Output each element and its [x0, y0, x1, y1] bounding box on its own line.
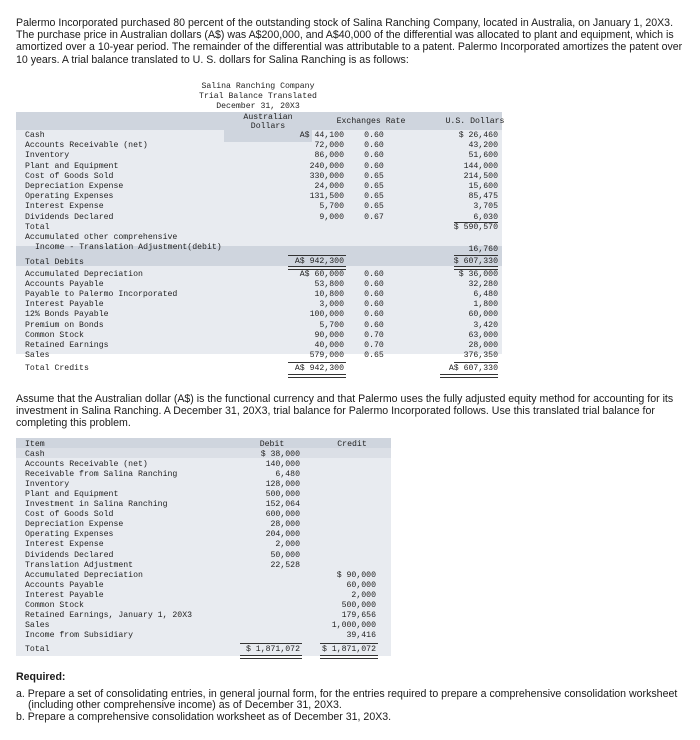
tb2-row-label: Dividends Declared [25, 551, 114, 560]
tb1-row-usd: 43,200 [468, 141, 498, 150]
tb2-row-label: Common Stock [25, 601, 84, 610]
tb1-row-usd: 51,600 [468, 151, 498, 160]
required-list [16, 689, 686, 723]
tb1-row-usd: 6,030 [473, 213, 498, 222]
tb1-row-rate: 0.60 [364, 310, 384, 319]
tb1-row-rate: 0.60 [364, 280, 384, 289]
required-item: a. Prepare a set of consolidating entries, in general journal form, for the entries required to prepare a comprehensive consolidation worksheet (including other comprehensive income) as of December 31, 20X3. [16, 688, 678, 712]
tb2-header-credit: Credit [337, 440, 367, 449]
tb2-row-debit: 152,064 [265, 500, 300, 509]
tb1-row-usd: 376,350 [463, 351, 498, 360]
tb1-row-usd: $ 36,000 [458, 270, 498, 279]
tb1-row-usd: 60,000 [468, 310, 498, 319]
tb2-total-label: Total [25, 645, 50, 654]
tb1-title-line: Salina Ranching Company [201, 82, 315, 91]
tb1-row-aud: 240,000 [309, 162, 344, 171]
tb1-row-rate: 0.60 [364, 290, 384, 299]
tb2-row-credit: 179,656 [341, 611, 376, 620]
tb1-aoci-usd: 16,760 [468, 245, 498, 254]
tb1-row-aud: 40,000 [314, 341, 344, 350]
tb2-row-label: Income from Subsidiary [25, 631, 134, 640]
middle-paragraph: Assume that the Australian dollar (A$) is the functional currency and that Palermo uses the fully adjusted equity method for accounting for its investment in Salina Ranching. A December 31, 20X3, trial balance for Palermo Incorporated follows. Use this translated trial balance for completing this problem. [16, 393, 674, 430]
tb1-row-label: Interest Expense [25, 202, 104, 211]
tb1-row-aud: 5,700 [319, 321, 344, 330]
tb1-aoci-label: Accumulated other comprehensive [25, 233, 178, 242]
tb2-row-label: Receivable from Salina Ranching [25, 470, 178, 479]
tb1-total-credits-usd: A$ 607,330 [448, 364, 498, 373]
tb2-row-label: Sales [25, 621, 50, 630]
tb1-total-label: Total [25, 223, 50, 232]
tb2-row-label: Accounts Receivable (net) [25, 460, 148, 469]
tb2-row-debit: 2,000 [275, 540, 300, 549]
tb1-row-aud: A$ 60,000 [299, 270, 344, 279]
tb1-header-aud: Australian [243, 113, 293, 122]
tb1-row-label: Sales [25, 351, 50, 360]
tb1-row-aud: A$ 44,100 [299, 131, 344, 140]
tb2-row-label: Cost of Goods Sold [25, 510, 114, 519]
tb2-row-credit: 500,000 [341, 601, 376, 610]
tb2-row-label: Plant and Equipment [25, 490, 119, 499]
required-heading: Required: [16, 671, 66, 683]
tb2-row-credit: 1,000,000 [331, 621, 376, 630]
tb1-row-aud: 24,000 [314, 182, 344, 191]
tb1-row-rate: 0.60 [364, 131, 384, 140]
tb1-title-line: December 31, 20X3 [216, 102, 300, 111]
tb2-row-debit: $ 38,000 [260, 450, 300, 459]
tb2-row-debit: 600,000 [265, 510, 300, 519]
tb1-row-aud: 100,000 [309, 310, 344, 319]
tb2-row-label: Translation Adjustment [25, 561, 134, 570]
tb2-row-label: Operating Expenses [25, 530, 114, 539]
tb1-row-label: Cash [25, 131, 45, 140]
tb1-row-rate: 0.65 [364, 192, 384, 201]
tb1-row-aud: 9,000 [319, 213, 344, 222]
tb1-row-aud: 579,000 [309, 351, 344, 360]
tb1-row-aud: 53,800 [314, 280, 344, 289]
tb2-row-label: Interest Expense [25, 540, 104, 549]
tb1-row-aud: 10,800 [314, 290, 344, 299]
tb1-row-label: Retained Earnings [25, 341, 109, 350]
tb2-row-label: Depreciation Expense [25, 520, 124, 529]
tb2-row-label: Accounts Payable [25, 581, 104, 590]
tb1-row-label: Cost of Goods Sold [25, 172, 114, 181]
tb2-row-debit: 128,000 [265, 480, 300, 489]
required-item: b. Prepare a comprehensive consolidation worksheet as of December 31, 20X3. [16, 710, 392, 723]
tb2-header-debit: Debit [259, 440, 285, 449]
tb2-row-label: Accumulated Depreciation [25, 571, 143, 580]
tb1-row-aud: 330,000 [309, 172, 344, 181]
tb1-row-rate: 0.65 [364, 202, 384, 211]
tb2-row-credit: 60,000 [346, 581, 376, 590]
tb1-header-aud: Dollars [250, 122, 286, 131]
tb1-row-aud: 3,000 [319, 300, 344, 309]
tb1-row-rate: 0.65 [364, 351, 384, 360]
tb2-row-debit: 140,000 [265, 460, 300, 469]
tb1-row-label: Accounts Payable [25, 280, 104, 289]
tb1-row-usd: 15,600 [468, 182, 498, 191]
tb1-row-rate: 0.60 [364, 141, 384, 150]
tb1-row-rate: 0.60 [364, 162, 384, 171]
tb1-total-usd: $ 590,570 [453, 223, 498, 232]
tb1-row-usd: 3,420 [473, 321, 498, 330]
tb1-row-rate: 0.67 [364, 213, 384, 222]
tb1-header-rate: Exchanges Rate [336, 117, 406, 126]
tb1-row-label: 12% Bonds Payable [25, 310, 109, 319]
tb1-row-usd: 63,000 [468, 331, 498, 340]
tb2-row-credit: 2,000 [351, 591, 376, 600]
tb1-row-aud: 5,700 [319, 202, 344, 211]
tb1-row-aud: 86,000 [314, 151, 344, 160]
tb1-row-label: Premium on Bonds [25, 321, 104, 330]
tb1-row-label: Inventory [25, 151, 70, 160]
tb1-header-usd: U.S. Dollars [445, 117, 505, 126]
tb1-row-aud: 131,500 [309, 192, 344, 201]
tb1-row-label: Dividends Declared [25, 213, 114, 222]
tb2-row-debit: 6,480 [275, 470, 300, 479]
tb2-row-label: Interest Payable [25, 591, 104, 600]
tb1-row-label: Depreciation Expense [25, 182, 124, 191]
tb1-aoci-label: Income - Translation Adjustment(debit) [35, 243, 222, 252]
tb1-row-rate: 0.65 [364, 182, 384, 191]
tb1-title-line: Trial Balance Translated [199, 92, 317, 101]
tb1-row-rate: 0.60 [364, 270, 384, 279]
tb1-row-usd: 3,705 [473, 202, 498, 211]
tb2-row-credit: 39,416 [346, 631, 376, 640]
tb1-row-label: Common Stock [25, 331, 84, 340]
tb1-row-usd: 6,480 [473, 290, 498, 299]
tb1-total-credits-label: Total Credits [25, 364, 89, 373]
tb2-row-label: Inventory [25, 480, 70, 489]
tb1-row-usd: 144,000 [463, 162, 498, 171]
tb1-total-debits-usd: $ 607,330 [453, 257, 498, 266]
tb1-row-label: Interest Payable [25, 300, 104, 309]
tb1-row-rate: 0.65 [364, 172, 384, 181]
tb2-total-credit: $ 1,871,072 [321, 645, 376, 654]
tb1-row-aud: 90,000 [314, 331, 344, 340]
tb1-row-rate: 0.60 [364, 300, 384, 309]
tb1-row-usd: 85,475 [468, 192, 498, 201]
tb1-row-usd: 1,800 [473, 300, 498, 309]
tb2-header-item: Item [25, 440, 45, 449]
tb1-row-usd: $ 26,460 [458, 131, 498, 140]
tb2-row-debit: 22,528 [270, 561, 300, 570]
tb1-row-rate: 0.60 [364, 321, 384, 330]
tb1-row-label: Operating Expenses [25, 192, 114, 201]
tb2-row-label: Investment in Salina Ranching [25, 500, 168, 509]
tb1-row-aud: 72,000 [314, 141, 344, 150]
tb1-total-debits-label: Total Debits [25, 258, 84, 267]
tb1-row-usd: 28,000 [468, 341, 498, 350]
tb1-row-rate: 0.70 [364, 341, 384, 350]
tb2-row-label: Cash [25, 450, 45, 459]
tb2-row-label: Retained Earnings, January 1, 20X3 [25, 611, 193, 620]
tb2-row-credit: $ 90,000 [336, 571, 376, 580]
tb1-total-debits-aud: A$ 942,300 [294, 257, 344, 266]
tb2-total-debit: $ 1,871,072 [245, 645, 300, 654]
tb1-row-label: Accumulated Depreciation [25, 270, 143, 279]
tb1-row-label: Plant and Equipment [25, 162, 119, 171]
tb1-row-rate: 0.60 [364, 151, 384, 160]
intro-paragraph: Palermo Incorporated purchased 80 percent of the outstanding stock of Salina Ranching Company, located in Australia, on January 1, 20X3. The purchase price in Australian dollars (A$) was A$200,000, and A$40,000 of the differential was allocated to plant and equipment, which is amortized over a 10-year period. The remainder of the differential was attributable to a patent. Palermo Incorporated amortizes the patent over 10 years. A trial balance translated to U. S. dollars for Salina Ranching is as follows: [16, 17, 683, 66]
tb2-row-debit: 50,000 [270, 551, 300, 560]
tb1-total-credits-aud: A$ 942,300 [294, 364, 344, 373]
tb1-row-usd: 32,280 [468, 280, 498, 289]
tb2-row-debit: 28,000 [270, 520, 300, 529]
tb1-row-rate: 0.70 [364, 331, 384, 340]
tb1-row-label: Accounts Receivable (net) [25, 141, 148, 150]
tb2-row-debit: 204,000 [265, 530, 300, 539]
tb1-row-label: Payable to Palermo Incorporated [25, 290, 178, 299]
tb2-row-debit: 500,000 [265, 490, 300, 499]
tb1-row-usd: 214,500 [463, 172, 498, 181]
